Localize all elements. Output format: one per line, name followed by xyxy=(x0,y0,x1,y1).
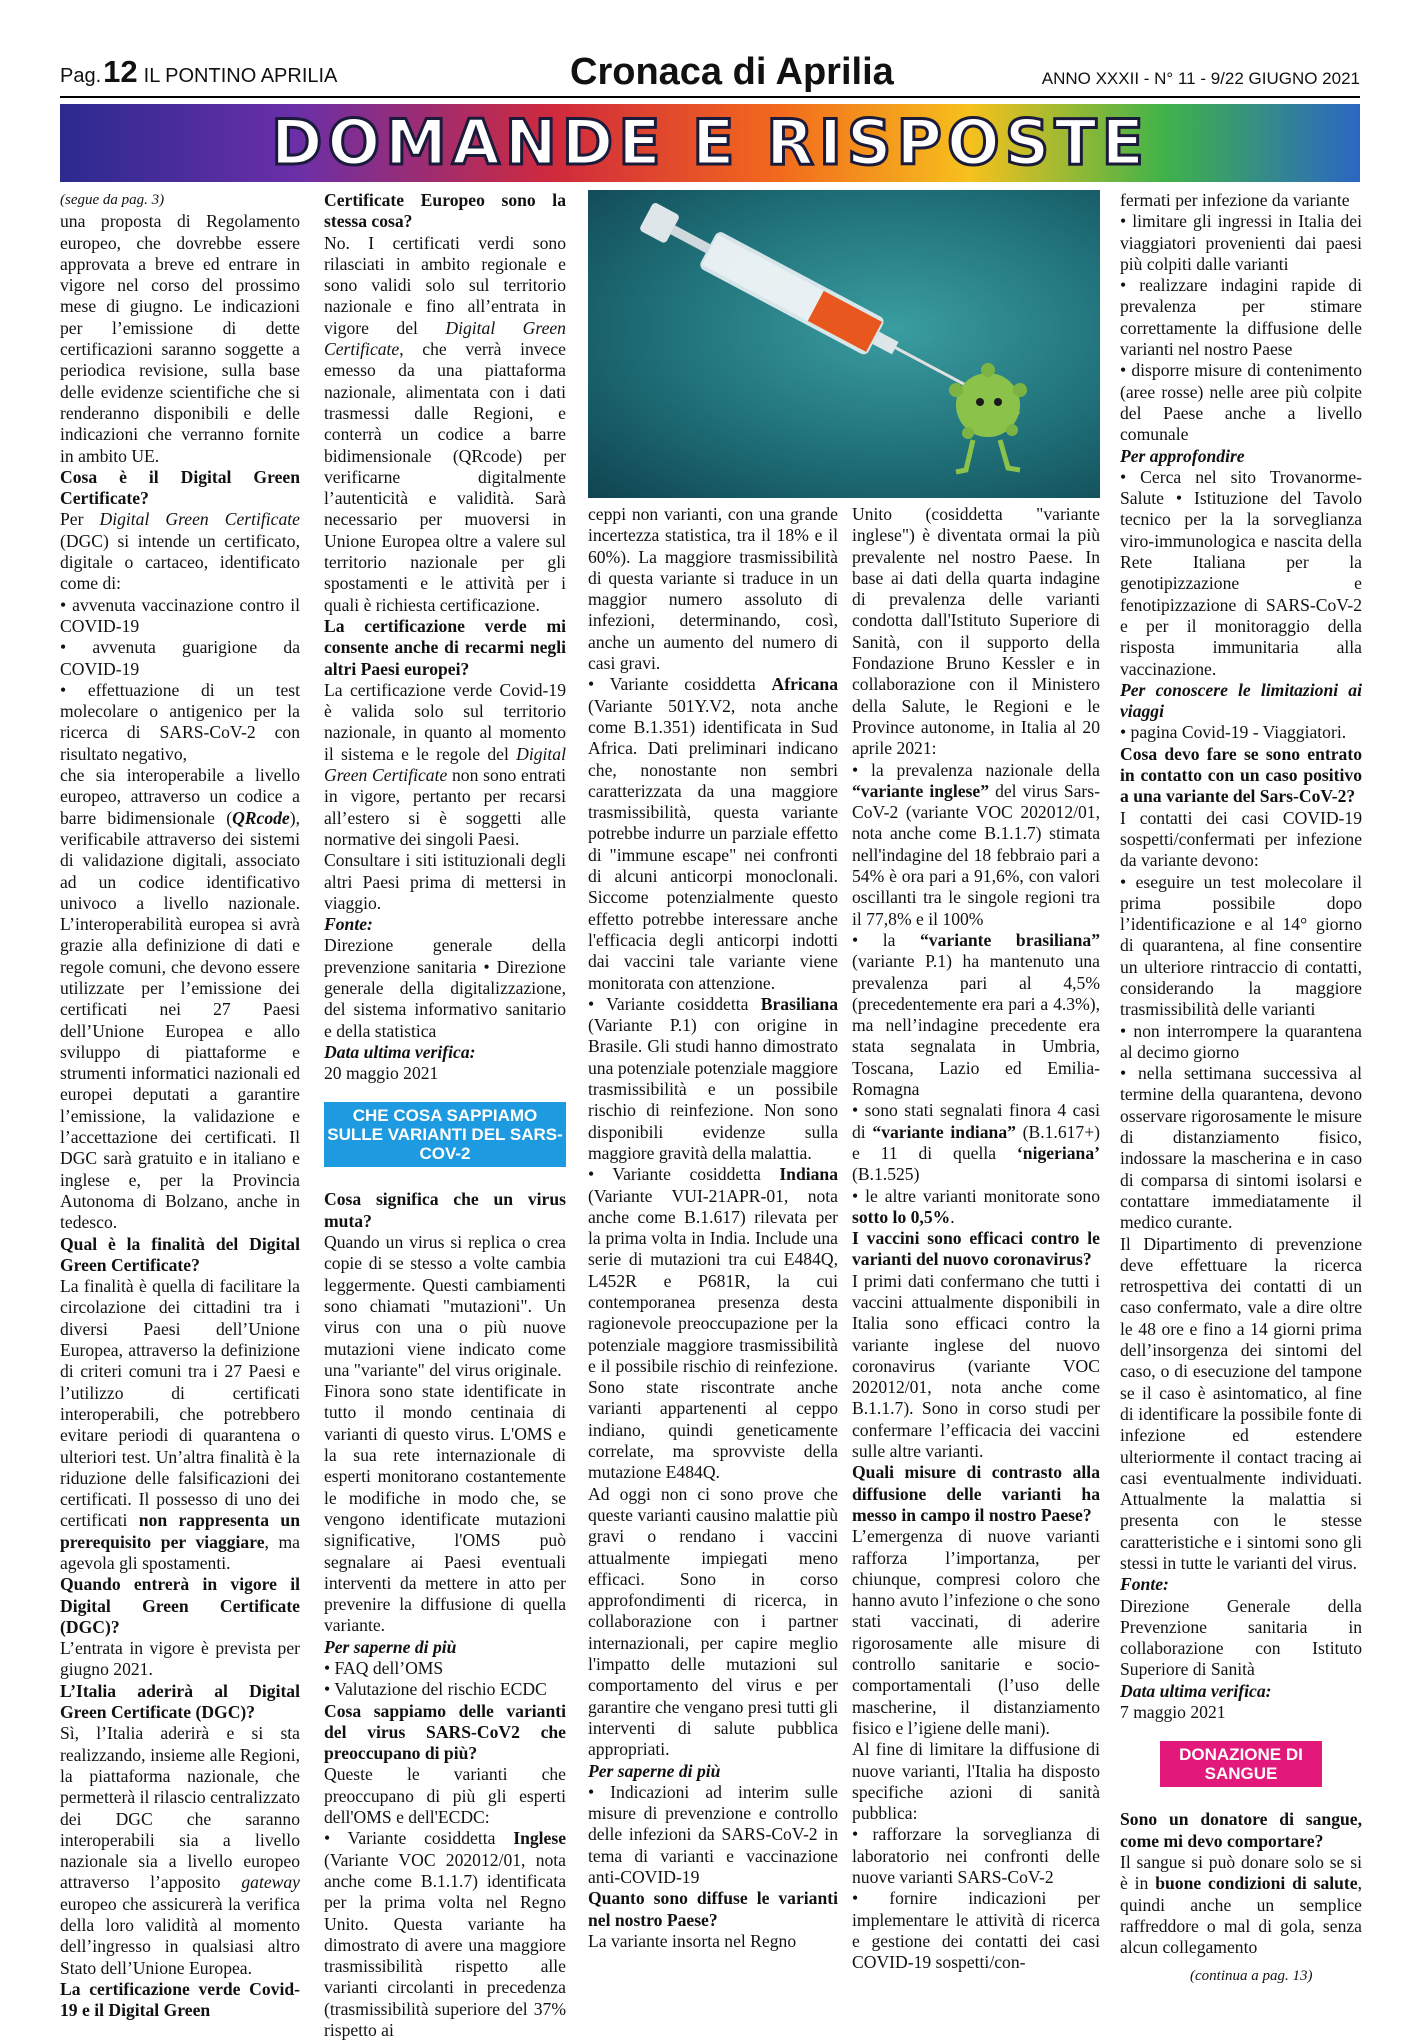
paragraph: I contatti dei casi COVID-19 sospetti/confermati per infezione da variante devono: xyxy=(1120,807,1362,871)
paragraph: No. I certificati verdi sono rilasciati in ambito regionale e sono validi solo sul territorio nazionale e fino all’entrata in vigore del Digital Green Certificate, che verrà invece emesso da una piattaforma nazionale, alimentata con i dati trasmessi dalle Regioni, e conterrà un codice a barre bidimensionale (QRcode) per verificarne digitalmente l’autenticità e validità. Sarà necessario per muoversi in Unione Europea oltre a valere sul territorio nazionale per gli spostamenti e le attività per i quali è richiesta certificazione. xyxy=(324,232,566,615)
paragraph: I primi dati confermano che tutti i vaccini attualmente disponibili in Italia sono efficaci contro la variante inglese del nuovo coronavirus (variante VOC 202012/01, nota anche come B.1.1.7). Sono in corso studi per confermare l’efficacia dei vaccini sulle altre varianti. xyxy=(852,1270,1100,1462)
bullet-item: • Variante cosiddetta Africana (Variante 501Y.V2, nota anche come B.1.351) identificata in Sud Africa. Dati preliminari indicano che, nonostante non sembri caratterizzata da una maggiore trasmissibilità, questa variante potrebbe indurre un parziale effetto di "immune escape" nei confronti di alcuni anticorpi monoclonali. Siccome potenzialmente questo effetto potrebbe interessare anche l'efficacia degli anticorpi indotti dai vaccini tale variante viene monitorata con attenzione. xyxy=(588,674,838,993)
paragraph: che sia interoperabile a livello europeo, attraverso un codice a barre bidimensionale (QRcode), verificabile attraverso dei sistemi di validazione digitali, associato ad un codice identificativo univoco a livello nazionale. L’interoperabilità europea si avrà grazie alla definizione di dati e regole comuni, che devono essere utilizzate per l’emissione dei certificati nei 27 Paesi dell’Unione Europea e allo sviluppo di piattaforme e strumenti informatici nazionali ed europei deputati a garantire l’emissione, la validazione e l’accettazione dei certificati. Il DGC sarà gratuito e in italiano e inglese e, per la Provincia Autonoma di Bolzano, anche in tedesco. xyxy=(60,765,300,1233)
paragraph: Ad oggi non ci sono prove che queste varianti causino malattie più gravi o rendano i vaccini attualmente impiegati meno efficaci. Sono in corso approfondimenti di ricerca, in collaborazione con i partner internazionali, per capire meglio l'impatto delle mutazioni sul comportamento del virus e per garantire che vengano presi tutti gli interventi di salute pubblica appropriati. xyxy=(588,1483,838,1760)
source-label: Fonte: xyxy=(1120,1574,1169,1595)
paragraph: Per Digital Green Certificate (DGC) si intende un certificato, digitale o cartaceo, identificato come di: xyxy=(60,509,300,594)
section-title: Cronaca di Aprilia xyxy=(570,51,894,93)
page-label: Pag. xyxy=(60,65,102,87)
syringe-virus-illustration xyxy=(588,190,1100,498)
source-text: Direzione generale della prevenzione sanitaria • Direzione generale della digitalizzazione, del sistema informativo sanitario e della statistica xyxy=(324,935,566,1041)
bullet-item: • rafforzare la sorveglianza di laboratorio nei confronti delle nuove varianti SARS-CoV-2 xyxy=(852,1824,1100,1887)
paragraph: Al fine di limitare la diffusione di nuove varianti, l'Italia ha disposto specifiche azioni di sanità pubblica: xyxy=(852,1739,1100,1824)
paragraph: Sì, l’Italia aderirà e si sta realizzando, insieme alle Regioni, la piattaforma nazionale, che permetterà il rilascio centralizzato dei DGC che saranno interoperabili sia a livello nazionale sia a livello europeo attraverso l’apposito gateway europeo che assicurerà la verifica della loro validità al momento dell’ingresso in qualsiasi altro Stato dell’Unione Europea. xyxy=(60,1723,300,1978)
question-heading: I vaccini sono efficaci contro le varianti del nuovo coronavirus? xyxy=(852,1228,1100,1270)
bullet-item: • pagina Covid-19 - Viaggiatori. xyxy=(1120,722,1347,743)
section-box-varianti: CHE COSA SAPPIAMO SULLE VARIANTI DEL SARS-COV-2 xyxy=(324,1102,566,1167)
paragraph: Quando un virus si replica o crea copie di se stesso a volte cambia leggermente. Questi cambiamenti sono chiamati "mutazioni". Un virus con una o più nuove mutazioni viene indicato come una "variante" del virus originale. xyxy=(324,1232,566,1380)
section-box-donazione: DONAZIONE DI SANGUE xyxy=(1160,1741,1322,1787)
paragraph: La variante insorta nel Regno xyxy=(588,1930,797,1951)
question-heading: Quando entrerà in vigore il Digital Green Certificate (DGC)? xyxy=(60,1574,300,1637)
header-rule xyxy=(60,96,1360,98)
bullet-item: • avvenuta vaccinazione contro il COVID-19 xyxy=(60,594,300,636)
page-header xyxy=(60,51,1360,94)
question-heading: Cosa sappiamo delle varianti del virus SARS-CoV2 che preoccupano di più? xyxy=(324,1700,566,1764)
verification-label: Data ultima verifica: xyxy=(324,1041,476,1062)
issue-info: ANNO XXXII - N° 11 - 9/22 GIUGNO 2021 xyxy=(1041,69,1360,88)
vaccine-photo xyxy=(588,190,1100,498)
question-heading: Quanto sono diffuse le varianti nel nostro Paese? xyxy=(588,1888,838,1930)
travel-limits-label: Per conoscere le limitazioni ai viaggi xyxy=(1120,679,1362,722)
paragraph: una proposta di Regolamento europeo, che dovrebbe essere approvata a breve ed entrare in vigore nel corso del prossimo mese di giugno. Le indicazioni per l’emissione di dette certificazioni saranno soggette a periodica revisione, sulla base delle evidenze scientifiche che si renderanno disponibili e delle indicazioni che verranno fornite in ambito UE. xyxy=(60,211,300,466)
bullet-item: • Indicazioni ad interim sulle misure di prevenzione e controllo delle infezioni da SARS-CoV-2 in tema di varianti e vaccinazione anti-COVID-19 xyxy=(588,1781,838,1887)
paragraph: Finora sono state identificate in tutto il mondo centinaia di varianti di questo virus. L'OMS e la sua rete internazionale di esperti monitorano costantemente le modifiche in modo che, se vengono identificate mutazioni significative, l'OMS può segnalare ai Paesi eventuali interventi da mettere in atto per prevenire la diffusione di quella variante. xyxy=(324,1381,566,1636)
paragraph: Il Dipartimento di prevenzione deve effettuare la ricerca retrospettiva dei contatti di un caso confermato, vale a dire oltre le 48 ore e fino a 14 giorni prima dell’insorgenza dei sintomi del caso, o di esecuzione del tampone se il caso è asintomatico, al fine di identificare la possibile fonte di infezione ed estendere ulteriormente il contact tracing ai casi eventualmente individuati. Attualmente la malattia si presenta con le stesse caratteristiche e i sintomi sono gli stessi in tutte le varianti del virus. xyxy=(1120,1233,1362,1573)
further-reading-label: Per approfondire xyxy=(1120,445,1245,466)
paragraph: Unito (cosiddetta "variante inglese") è diventata ormai la più prevalente nel nostro Paese. In base ai dati della quarta indagine di prevalenza delle varianti condotta dall'Istituto Superiore di Sanità, con il supporto della Fondazione Bruno Kessler e in collaborazione con il Ministero della Salute, le Regioni e le Province autonome, in Italia al 20 aprile 2021: xyxy=(852,504,1100,759)
bullet-item: • Valutazione del rischio ECDC xyxy=(324,1679,547,1700)
source-label: Fonte: xyxy=(324,914,373,935)
more-info-label: Per saperne di più xyxy=(588,1760,721,1781)
virus-icon xyxy=(949,363,1027,472)
paragraph: fermati per infezione da variante xyxy=(1120,190,1350,210)
paragraph: Il sangue si può donare solo se si è in buone condizioni di salute, quindi anche un semplice raffreddore o mal di gola, senza alcun collegamento xyxy=(1120,1851,1363,1958)
question-heading: La certificazione verde Covid-19 e il Digital Green xyxy=(60,1978,300,2021)
question-heading: Qual è la finalità del Digital Green Certificate? xyxy=(60,1233,300,1275)
bullet-item: • eseguire un test molecolare il prima possibile dopo l’identificazione e al 14° giorno di quarantena, al fine consentire un ulteriore rintraccio di contatti, considerando la maggiore trasmissibilità delle varianti xyxy=(1120,871,1362,1020)
question-heading: Sono un donatore di sangue, come mi devo comportare? xyxy=(1120,1809,1362,1851)
paragraph: La finalità è quella di facilitare la circolazione dei cittadini tra i diversi Paesi dell’Unione Europea, attraverso la definizione di criteri comuni tra i 27 Paesi e l’utilizzo di certificati interoperabili, che potrebbero evitare periodi di quarantena o ulteriori test. Un’altra finalità è la riduzione delle falsificazioni dei certificati. Il possesso di uno dei certificati non rappresenta un prerequisito per viaggiare, ma agevola gli spostamenti. xyxy=(60,1276,300,1573)
source-text: Direzione Generale della Prevenzione sanitaria in collaborazione con Istituto Superiore di Sanità xyxy=(1120,1595,1362,1680)
bullet-item: • Variante cosiddetta Brasiliana (Variante P.1) con origine in Brasile. Gli studi hanno dimostrato una potenziale potenziale maggiore trasmissibilità e un possibile rischio di reinfezione. Non sono disponibili evidenze sulla maggiore gravità della malattia. xyxy=(588,993,838,1163)
bullet-item: • realizzare indagini rapide di prevalenza per stimare correttamente la diffusione delle varianti nel nostro Paese xyxy=(1120,275,1362,360)
bullet-item: • non interrompere la quarantena al decimo giorno xyxy=(1120,1020,1362,1062)
bullet-item: • le altre varianti monitorate sono sotto lo 0,5%. xyxy=(852,1185,1100,1227)
paragraph: ceppi non varianti, con una grande incertezza statistica, tra il 18% e il 60%). La maggiore trasmissibilità di questa variante si traduce in un maggior numero assoluto di infezioni, determinando, così, anche un aumento del numero di casi gravi. xyxy=(588,504,838,674)
question-heading: Cosa devo fare se sono entrato in contatto con un caso positivo a una variante del Sars-CoV-2? xyxy=(1120,743,1362,807)
banner xyxy=(60,104,1360,182)
bullet-item: • effettuazione di un test molecolare o antigenico per la ricerca di SARS-CoV-2 con risultato negativo, xyxy=(60,679,300,764)
bullet-item: • la “variante brasiliana” (variante P.1) ha mantenuto una prevalenza pari al 4,5% (precedentemente era pari a 4.3%), ma nell’indagine precedente era stata segnalata in Umbria, Toscana, Lazio ed Emilia-Romagna xyxy=(852,929,1100,1100)
continued-on: (continua a pag. 13) xyxy=(1190,1968,1313,1984)
paragraph: La certificazione verde Covid-19 è valida solo sul territorio nazionale, in quanto al momento il sistema e le regole del Digital Green Certificate non sono entrati in vigore, pertanto per recarsi all’estero si è soggetti alle normative dei singoli Paesi. xyxy=(324,679,566,849)
bullet-item: • Variante cosiddetta Indiana (Variante VUI-21APR-01, nota anche come B.1.617) rilevata per la prima volta in India. Include una serie di mutazioni tra cui E484Q, L452R e P681R, la cui contemporanea presenza desta ragionevole preoccupazione per la potenziale maggiore trasmissibilità e il possibile rischio di reinfezione. Sono state riscontrate anche varianti appartenenti al ceppo indiano, quindi geneticamente correlate, ma sprovviste della mutazione E484Q. xyxy=(588,1164,838,1483)
bullet-item: • fornire indicazioni per implementare le attività di ricerca e gestione dei contatti dei casi COVID-19 sospetti/con- xyxy=(852,1888,1100,1973)
verification-label: Data ultima verifica: xyxy=(1120,1680,1272,1701)
question-heading: Certificate Europeo sono la stessa cosa? xyxy=(324,190,566,232)
page-number: 12 xyxy=(103,54,138,89)
column-2 xyxy=(324,190,566,2041)
column-3 xyxy=(588,504,838,1952)
paragraph: Consultare i siti istituzionali degli altri Paesi prima di mettersi in viaggio. xyxy=(324,850,566,913)
paragraph: L’entrata in vigore è prevista per giugno 2021. xyxy=(60,1638,300,1680)
question-heading: L’Italia aderirà al Digital Green Certificate (DGC)? xyxy=(60,1680,300,1723)
column-1 xyxy=(60,190,300,2022)
bullet-item: • avvenuta guarigione da COVID-19 xyxy=(60,637,300,679)
bullet-item: • limitare gli ingressi in Italia dei viaggiatori provenienti dai paesi più colpiti dalle varianti xyxy=(1120,211,1362,274)
publication-name: IL PONTINO APRILIA xyxy=(143,65,338,87)
banner-title: DOMANDE E RISPOSTE xyxy=(271,106,1149,179)
bullet-item: • nella settimana successiva al termine della quarantena, devono osservare rigorosamente le misure di distanziamento fisico, indossare la mascherina e in caso di comparsa di sintomi isolarsi e contattare immediatamente il medico curante. xyxy=(1120,1063,1362,1233)
column-5 xyxy=(1120,190,1362,1958)
paragraph: L’emergenza di nuove varianti rafforza l’importanza, per chiunque, compresi coloro che hanno avuto l’infezione o che sono stati vaccinati, di aderire rigorosamente alle misure di controllo sanitarie e socio-comportamentali (l’uso delle mascherine, il distanziamento fisico e l’igiene delle mani). xyxy=(852,1526,1100,1738)
question-heading: Cosa significa che un virus muta? xyxy=(324,1189,566,1231)
question-heading: La certificazione verde mi consente anche di recarmi negli altri Paesi europei? xyxy=(324,615,566,679)
paragraph: Queste le varianti che preoccupano di più gli esperti dell'OMS e dell'ECDC: xyxy=(324,1764,566,1828)
verification-date: 20 maggio 2021 xyxy=(324,1063,439,1084)
bullet-item: • FAQ dell’OMS xyxy=(324,1658,444,1678)
page-number-block xyxy=(60,54,337,90)
bullet-item: • sono stati segnalati finora 4 casi di “variante indiana” (B.1.617+) e 11 di quella ‘nigeriana’ (B.1.525) xyxy=(852,1100,1101,1185)
column-4 xyxy=(852,504,1100,1973)
verification-date: 7 maggio 2021 xyxy=(1120,1702,1226,1723)
question-heading: Cosa è il Digital Green Certificate? xyxy=(60,466,300,509)
bullet-item: • Cerca nel sito Trovanorme-Salute • Istituzione del Tavolo tecnico per la la sorveglianza viro-immunologica e nascita della Rete Italiana per la genotipizzazione e fenotipizzazione di SARS-CoV-2 e per il monitoraggio della risposta immunitaria alla vaccinazione. xyxy=(1120,466,1362,679)
bullet-item: • Variante cosiddetta Inglese (Variante VOC 202012/01, nota anche come B.1.1.7) identificata per la prima volta nel Regno Unito. Questa variante ha dimostrato di avere una maggiore trasmissibilità rispetto alle varianti circolanti in precedenza (trasmissibilità superiore del 37% rispetto ai xyxy=(324,1828,566,2041)
bullet-item: • disporre misure di contenimento (aree rosse) nelle aree più colpite del Paese anche a livello comunale xyxy=(1120,360,1362,445)
continued-from: (segue da pag. 3) xyxy=(60,192,165,208)
question-heading: Quali misure di contrasto alla diffusione delle varianti ha messo in campo il nostro Paese? xyxy=(852,1462,1100,1525)
bullet-item: • la prevalenza nazionale della “variante inglese” del virus Sars-CoV-2 (variante VOC 202012/01, nota anche come B.1.1.7) stimata nell'indagine del 18 febbraio pari a 54% è ora pari a 91,6%, con valori oscillanti tra le singole regioni tra il 77,8% e il 100% xyxy=(852,759,1100,929)
more-info-label: Per saperne di più xyxy=(324,1636,457,1657)
